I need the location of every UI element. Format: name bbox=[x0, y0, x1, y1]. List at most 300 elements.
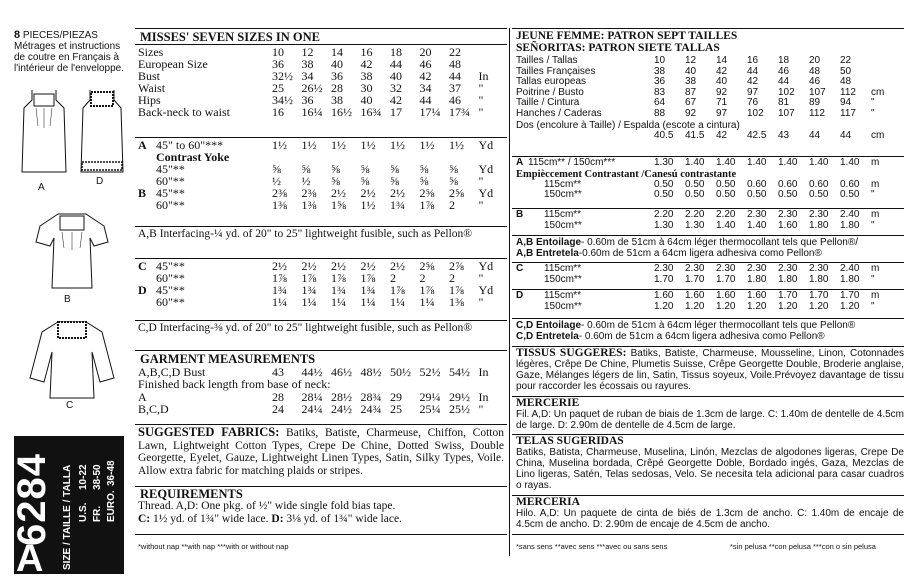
cell-value: 0.60 bbox=[778, 178, 798, 190]
cell-value: 1.40 bbox=[778, 157, 798, 168]
footnote-english: *without nap **with nap ***with or without nap bbox=[138, 542, 289, 551]
unit: " bbox=[871, 273, 875, 285]
cell-value: 1¾ bbox=[301, 283, 317, 297]
cell-value: 1.20 bbox=[747, 300, 767, 312]
cell-value: 1.70 bbox=[840, 290, 860, 301]
cell-value: 1⅞ bbox=[272, 271, 287, 285]
view-letter: C bbox=[138, 259, 147, 273]
merceria-text: Hilo. A,D: Un paquete de cinta de biés de 1.3cm de ancho. C: 1.40m de encaje de 4.5cm de ancho. D: 2.90m de encaje de 4.5cm de ancho. bbox=[516, 508, 904, 530]
cell-value: 30 bbox=[360, 81, 373, 95]
cell-value: 107 bbox=[809, 86, 826, 98]
cell-value: 2½ bbox=[360, 186, 376, 200]
cell-value: 28¼ bbox=[301, 390, 323, 404]
unit: cm bbox=[871, 129, 885, 141]
unit: m bbox=[871, 157, 880, 168]
entoilage-cd-fr-label: C,D Entoilage bbox=[516, 320, 582, 331]
mercerie-text: Fil. A,D: Un paquet de ruban de biais de 1.3cm de large. C: 1.40m de dentelle de 4.5cm de large. D: 2.90m de dentelle de 4.5cm de large. bbox=[516, 409, 905, 431]
entretela-ab-es-label: A,B Entretela bbox=[516, 248, 579, 259]
table-row bbox=[516, 264, 891, 275]
cell-value: 64 bbox=[654, 97, 666, 109]
cell-value: 0.50 bbox=[716, 189, 736, 201]
cell-value: 2.20 bbox=[654, 209, 674, 220]
view-letter bbox=[138, 163, 152, 175]
cell-value: ⅝ bbox=[390, 162, 399, 176]
unit: " bbox=[871, 300, 875, 312]
view-letter bbox=[516, 302, 528, 313]
view-c-illustration bbox=[28, 318, 116, 402]
table-row bbox=[138, 403, 501, 415]
cell-value: 88 bbox=[654, 107, 666, 119]
row-label: European Size bbox=[138, 57, 208, 71]
telas-title: TELAS SUGERIDAS bbox=[516, 435, 624, 447]
unit: Yd bbox=[478, 162, 494, 176]
unit: In bbox=[478, 390, 489, 404]
unit: Yd bbox=[478, 186, 494, 200]
cell-value: 24¼ bbox=[301, 402, 323, 416]
cell-value: 38 bbox=[360, 69, 373, 83]
cell-value: 25½ bbox=[449, 402, 470, 416]
cell-value: 0.50 bbox=[654, 189, 674, 201]
row-label: Tailles Françaises bbox=[516, 65, 596, 77]
cell-value: 16 bbox=[360, 45, 373, 59]
cell-value: 44 bbox=[840, 129, 852, 141]
entoilage-cd bbox=[516, 320, 904, 342]
cell-value: 18 bbox=[778, 55, 790, 66]
cell-value: 2.30 bbox=[747, 263, 767, 274]
cell-value: 1½ bbox=[331, 138, 346, 152]
cell-value: 1.80 bbox=[809, 219, 829, 231]
cell-value: ⅝ bbox=[331, 174, 340, 188]
cell-value: 46½ bbox=[331, 365, 352, 379]
table-row bbox=[516, 302, 891, 313]
cell-value: 48 bbox=[840, 76, 852, 88]
cell-value: 16¾ bbox=[360, 105, 382, 119]
cell-value: 1½ bbox=[301, 138, 317, 152]
cell-value: 28 bbox=[272, 390, 284, 404]
size-label: SIZE / TAILLE / TALLA bbox=[62, 464, 73, 570]
cell-value: 0.50 bbox=[716, 178, 736, 190]
row-label: 45" to 60"*** bbox=[156, 138, 224, 152]
pieces-info bbox=[14, 30, 132, 74]
unit: m bbox=[871, 209, 880, 220]
cell-value: ⅝ bbox=[449, 174, 458, 188]
cell-value: 83 bbox=[654, 86, 666, 98]
cell-value: 76 bbox=[747, 97, 759, 109]
cell-value: 43 bbox=[778, 129, 790, 141]
cell-value: ⅝ bbox=[419, 174, 429, 188]
cell-value: 46 bbox=[419, 57, 432, 71]
unit: Yd bbox=[478, 138, 494, 152]
fr-label: FR. bbox=[92, 505, 103, 522]
table-row bbox=[138, 260, 501, 272]
cell-value: 89 bbox=[809, 97, 821, 109]
cell-value: 29 bbox=[390, 390, 402, 404]
table-row bbox=[516, 158, 891, 169]
cell-value: 2.30 bbox=[654, 263, 674, 274]
view-b-illustration bbox=[32, 208, 112, 292]
cell-value: 42 bbox=[747, 76, 759, 88]
cell-value: 2⅜ bbox=[272, 186, 287, 200]
cell-value: 44 bbox=[390, 57, 402, 71]
cell-value: 2½ bbox=[331, 259, 346, 273]
view-letter: D bbox=[138, 283, 147, 297]
cell-value: 41.5 bbox=[685, 129, 705, 141]
cell-value: 2.30 bbox=[809, 209, 829, 220]
cell-value: 1.20 bbox=[840, 300, 860, 312]
cell-value: 42.5 bbox=[747, 129, 767, 141]
cell-value: 34 bbox=[301, 69, 314, 83]
cell-value: 1¼ bbox=[419, 295, 435, 309]
metric-a bbox=[516, 158, 891, 201]
unit: Yd bbox=[478, 283, 494, 297]
cell-value: ⅝ bbox=[390, 174, 399, 188]
cell-value: 1⅜ bbox=[301, 198, 317, 212]
cell-value: 12 bbox=[685, 55, 697, 66]
cell-value: 1⅞ bbox=[360, 271, 376, 285]
cell-value: 0.50 bbox=[809, 189, 829, 201]
cell-value: 50 bbox=[840, 65, 852, 77]
pattern-number: 6284 bbox=[10, 453, 54, 546]
euro-label: EURO. bbox=[106, 490, 117, 522]
cell-value: 1.70 bbox=[654, 273, 674, 285]
merceria-title: MERCERIA bbox=[516, 496, 580, 508]
metric-d bbox=[516, 291, 891, 312]
view-letter bbox=[138, 199, 152, 211]
row-label: 45"** bbox=[156, 162, 185, 176]
row-label: Sizes bbox=[138, 45, 164, 59]
tissus-text: Batiks, Batiste, Charmeuse, Mousseline, Linon, Cotonnades légères, Crêpe De Chine, Plumetis Suisse, Crêpe Georgette Double, Broderie anglaise, Gaze, Mélanges légers de lin, Satin, Tissus soyeux, Voile.Prévoyez davantage de tissu pour raccorder les écossais ou rayures. bbox=[516, 348, 904, 392]
cell-value: 2.30 bbox=[778, 209, 798, 220]
requirements-line-1: Thread. A,D: One pkg. of ½" wide single fold bias tape. bbox=[138, 500, 396, 512]
finished-length-label: Finished back length from base of neck: bbox=[138, 377, 331, 391]
table-row bbox=[516, 190, 891, 201]
cell-value: 36 bbox=[301, 93, 314, 107]
table-row bbox=[138, 82, 501, 94]
cell-value: 28¾ bbox=[360, 390, 382, 404]
cell-value: 43 bbox=[272, 365, 284, 379]
cell-value: 2.30 bbox=[778, 263, 798, 274]
us-range: 10-22 bbox=[78, 464, 89, 490]
cell-value: 1¼ bbox=[331, 295, 346, 309]
telas-text: Batiks, Batista, Charmeuse, Muselina, Linón, Mezclas de algodones ligeras, Crepe De China, Muselina bordada, Crêpé Georgette Doble, Bordado ingés, Gaza, Mezclas de Lino ligeras, Satén, Telas sedosas, Velo. Se necesita tela adicional para casar cuadros o rayas. bbox=[516, 447, 904, 491]
cell-value: ⅝ bbox=[331, 162, 340, 176]
cell-value: 1.60 bbox=[716, 290, 736, 301]
cell-value: 16 bbox=[747, 55, 759, 66]
row-label: A bbox=[138, 390, 147, 404]
pattern-size-box bbox=[10, 436, 124, 580]
cell-value: 2.30 bbox=[716, 263, 736, 274]
cell-value: 2½ bbox=[390, 259, 405, 273]
table-row bbox=[516, 131, 891, 142]
french-spanish-title bbox=[516, 30, 737, 54]
cell-value: 2 bbox=[419, 271, 426, 285]
cell-value: 1.60 bbox=[654, 290, 674, 301]
view-letter bbox=[138, 296, 152, 308]
cell-value: 1.80 bbox=[809, 273, 829, 285]
cell-value: 1.40 bbox=[716, 157, 736, 168]
row-label: 60"** bbox=[156, 295, 185, 309]
unit: m bbox=[871, 263, 880, 274]
cell-value: 1⅞ bbox=[390, 283, 405, 297]
unit: " bbox=[871, 107, 875, 119]
cell-value: 81 bbox=[778, 97, 790, 109]
table-row bbox=[516, 221, 891, 232]
cell-value: 2⅞ bbox=[449, 259, 464, 273]
cell-value: 37 bbox=[449, 81, 461, 95]
cell-value: 34½ bbox=[272, 93, 293, 107]
row-label: Hips bbox=[138, 93, 161, 107]
yardage-ab bbox=[138, 139, 501, 211]
entoilage-ab-fr-label: A,B Entoilage bbox=[516, 237, 582, 248]
cell-value: 20 bbox=[809, 55, 821, 66]
cell-value: 1⅜ bbox=[449, 295, 464, 309]
footnote-spanish: *sin pelusa **con pelusa ***con o sin pelusa bbox=[730, 542, 876, 551]
cell-value: 2.30 bbox=[809, 263, 829, 274]
table-row bbox=[138, 58, 501, 70]
cell-value: 14 bbox=[716, 55, 728, 66]
cell-value: 20 bbox=[419, 45, 432, 59]
cell-value: 54½ bbox=[449, 365, 470, 379]
cell-value: 1.80 bbox=[778, 273, 798, 285]
row-label: Contrast Yoke bbox=[156, 150, 230, 164]
cell-value: 48 bbox=[809, 65, 821, 77]
cell-value: 0.50 bbox=[685, 189, 705, 201]
cell-value: 24¾ bbox=[360, 402, 382, 416]
cell-value: 42 bbox=[716, 65, 728, 77]
unit: " bbox=[478, 174, 484, 188]
row-label: Waist bbox=[138, 81, 166, 95]
cell-value: 24 bbox=[272, 402, 284, 416]
cell-value: 0.60 bbox=[747, 178, 767, 190]
cell-value: 1½ bbox=[360, 138, 376, 152]
fabrics-text: Batiks, Batiste, Charmeuse, Chiffon, Cotton Lawn, Lightweight Cotton Types, Crepe De Chine, Dotted Swiss, Double Georgette, Eyelet, Gauze, Lightweight Linen Types, Satin, Silky Types, Voile. Allow extra fabric for matching plaids or stripes. bbox=[138, 427, 504, 477]
cell-value: 36 bbox=[654, 76, 666, 88]
cell-value: 1½ bbox=[272, 138, 287, 152]
unit bbox=[871, 56, 891, 67]
cell-value: 42 bbox=[360, 57, 373, 71]
cell-value: 1⅞ bbox=[449, 283, 464, 297]
row-label: 150cm** bbox=[544, 273, 582, 285]
view-letter bbox=[516, 221, 528, 232]
cell-value: ⅝ bbox=[360, 174, 370, 188]
cell-value: 1¾ bbox=[272, 283, 287, 297]
cell-value: 2.20 bbox=[685, 209, 705, 220]
cell-value: 0.50 bbox=[685, 178, 705, 190]
cell-value: 52½ bbox=[419, 365, 441, 379]
misses-title: MISSES' SEVEN SIZES IN ONE bbox=[140, 30, 320, 44]
entretela-cd-es-text: - 0.60m de 51cm a 64cm ligera adhesiva como Pellon® bbox=[578, 331, 825, 342]
table-row bbox=[138, 151, 501, 163]
cell-value: ⅝ bbox=[449, 162, 458, 176]
cell-value: ⅝ bbox=[301, 162, 311, 176]
cell-value: 46 bbox=[778, 65, 790, 77]
cell-value: 67 bbox=[685, 97, 697, 109]
cell-value: 42 bbox=[716, 129, 728, 141]
unit: " bbox=[478, 295, 484, 309]
cell-value: 1.80 bbox=[840, 273, 860, 285]
req-d-text: 3⅛ yd. of 1¾" wide lace. bbox=[283, 512, 402, 525]
cell-value: 16½ bbox=[331, 105, 352, 119]
unit: " bbox=[478, 93, 484, 107]
cell-value: 1.40 bbox=[747, 219, 767, 231]
req-c-label: C: bbox=[138, 512, 151, 525]
table-row bbox=[138, 187, 501, 199]
cell-value: 2½ bbox=[360, 259, 376, 273]
cell-value: 12 bbox=[301, 45, 314, 59]
cell-value: 94 bbox=[840, 97, 852, 109]
entretela-ab-es-text: -0.60m de 51cm a 64cm ligera adhesiva como Pellon® bbox=[578, 248, 822, 259]
row-label: 115cm** bbox=[544, 178, 582, 190]
cell-value: 48 bbox=[449, 57, 461, 71]
us-label: U.S. bbox=[78, 502, 89, 522]
cell-value: 0.50 bbox=[747, 189, 767, 201]
cell-value: 1.80 bbox=[747, 273, 767, 285]
row-label: Bust bbox=[138, 69, 161, 83]
cell-value: 1.70 bbox=[778, 290, 798, 301]
cell-value: 0.60 bbox=[809, 178, 829, 190]
cell-value: 1¾ bbox=[360, 283, 376, 297]
table-row bbox=[138, 199, 501, 211]
cell-value: 1.60 bbox=[778, 219, 798, 231]
unit: " bbox=[478, 105, 484, 119]
cell-value: 92 bbox=[685, 107, 697, 119]
cell-value: 2½ bbox=[331, 186, 346, 200]
cell-value: 87 bbox=[685, 86, 697, 98]
cell-value: 71 bbox=[716, 97, 728, 109]
cell-value: 2½ bbox=[301, 259, 317, 273]
requirements-title: REQUIREMENTS bbox=[140, 487, 243, 501]
cell-value: 10 bbox=[272, 45, 284, 59]
cell-value: 2.30 bbox=[747, 209, 767, 220]
cell-value: 1.20 bbox=[654, 300, 674, 312]
row-label: Taille / Cintura bbox=[516, 97, 580, 109]
cell-value: 44 bbox=[747, 65, 759, 77]
cell-value: 44½ bbox=[301, 365, 323, 379]
row-label: 60"** bbox=[156, 174, 185, 188]
row-label: 115cm** bbox=[544, 263, 582, 274]
cell-value: 1.20 bbox=[778, 300, 798, 312]
cell-value: 38 bbox=[685, 76, 697, 88]
table-row bbox=[138, 106, 501, 118]
cell-value: 42 bbox=[390, 93, 402, 107]
cell-value: 2.30 bbox=[685, 263, 705, 274]
row-label: Tailles / Tallas bbox=[516, 55, 578, 66]
cell-value: 1.70 bbox=[809, 290, 829, 301]
cell-value: 44 bbox=[809, 129, 821, 141]
cell-value: 44 bbox=[419, 93, 432, 107]
table-row bbox=[516, 56, 891, 67]
cell-value: 1¼ bbox=[301, 295, 317, 309]
cell-value: ½ bbox=[301, 174, 311, 188]
cell-value: 1.30 bbox=[654, 219, 674, 231]
view-letter: D bbox=[516, 290, 524, 301]
euro-range: 36-48 bbox=[106, 460, 117, 486]
row-label: 60"** bbox=[156, 271, 185, 285]
cell-value: 1¼ bbox=[360, 295, 376, 309]
req-c-text: 1½ yd. of 1¾" wide lace. bbox=[150, 512, 272, 525]
cell-value: 44 bbox=[778, 76, 790, 88]
cell-value: 102 bbox=[747, 107, 764, 119]
cell-value: 1⅞ bbox=[419, 198, 435, 212]
body-measurements bbox=[138, 46, 501, 118]
view-c-label: C bbox=[66, 400, 74, 411]
cell-value: 2⅝ bbox=[449, 186, 464, 200]
row-label: A,B,C,D Bust bbox=[138, 365, 206, 379]
cell-value: 1.30 bbox=[654, 157, 674, 168]
cell-value: 42 bbox=[419, 69, 432, 83]
table-row bbox=[138, 296, 501, 308]
table-row bbox=[516, 291, 891, 302]
cell-value: 28½ bbox=[331, 390, 352, 404]
pieces-french-note: Métrages et instructions de coutre en Français à l'intérieur de l'enveloppe. bbox=[14, 41, 124, 74]
unit: Yd bbox=[478, 259, 494, 273]
cell-value: 107 bbox=[778, 107, 795, 119]
cell-value: 112 bbox=[840, 86, 856, 98]
cell-value: 18 bbox=[390, 45, 402, 59]
cell-value: 117 bbox=[840, 107, 856, 119]
cell-value: 32 bbox=[390, 81, 402, 95]
cell-value: 25 bbox=[272, 81, 284, 95]
cell-value: 25 bbox=[390, 402, 402, 416]
requirements-text bbox=[138, 500, 504, 525]
cell-value: 2.40 bbox=[840, 263, 860, 274]
cell-value: 1½ bbox=[449, 138, 464, 152]
cell-value: 26½ bbox=[301, 81, 323, 95]
view-letter: C bbox=[516, 263, 524, 274]
tissus-title: TISSUS SUGGERES: bbox=[516, 347, 627, 359]
cell-value: 2.20 bbox=[716, 209, 736, 220]
view-letter: A bbox=[516, 157, 524, 168]
footnote-french: *sans sens **avec sens ***avec ou sans sens bbox=[516, 542, 668, 551]
unit: m bbox=[871, 178, 880, 190]
garment-measurements bbox=[138, 366, 501, 415]
row-label: 45"** bbox=[156, 259, 185, 273]
row-label: B,C,D bbox=[138, 402, 169, 416]
cell-value: 24½ bbox=[331, 402, 352, 416]
row-label: 150cm** bbox=[544, 219, 582, 231]
table-row bbox=[138, 163, 501, 175]
interfacing-ab: A,B Interfacing-¼ yd. of 20" to 25" lightweight fusible, such as Pellon® bbox=[138, 228, 473, 240]
cell-value: 36 bbox=[272, 57, 284, 71]
cell-value: 2⅝ bbox=[419, 186, 435, 200]
fabrics-title: SUGGESTED FABRICS: bbox=[138, 425, 280, 439]
cell-value: 40 bbox=[331, 57, 343, 71]
cell-value: 44 bbox=[449, 69, 461, 83]
cell-value: 40 bbox=[390, 69, 402, 83]
cell-value: 2 bbox=[449, 198, 455, 212]
cell-value: 2½ bbox=[272, 259, 287, 273]
cell-value: 48½ bbox=[360, 365, 382, 379]
cell-value: 38 bbox=[654, 65, 666, 77]
cell-value: 22 bbox=[840, 55, 852, 66]
cell-value: 2.40 bbox=[840, 209, 860, 220]
cell-value: ⅝ bbox=[360, 162, 370, 176]
req-d-label: D: bbox=[271, 512, 284, 525]
cell-value: 32½ bbox=[272, 69, 293, 83]
spanish-title: SEÑORITAS: PATRON SIETE TALLAS bbox=[516, 42, 720, 54]
cell-value: 28 bbox=[331, 81, 343, 95]
cell-value: 2 bbox=[449, 271, 455, 285]
mercerie-title: MERCERIE bbox=[516, 397, 580, 409]
garment-title: GARMENT MEASUREMENTS bbox=[140, 352, 316, 366]
entretela-cd-es-label: C,D Entretela bbox=[516, 331, 579, 342]
cell-value: 1.20 bbox=[716, 300, 736, 312]
cell-value: 1.40 bbox=[716, 219, 736, 231]
unit: " bbox=[478, 402, 484, 416]
cell-value: 1.20 bbox=[685, 300, 705, 312]
row-label: 150cm** bbox=[544, 300, 582, 312]
cell-value: 112 bbox=[809, 107, 825, 119]
